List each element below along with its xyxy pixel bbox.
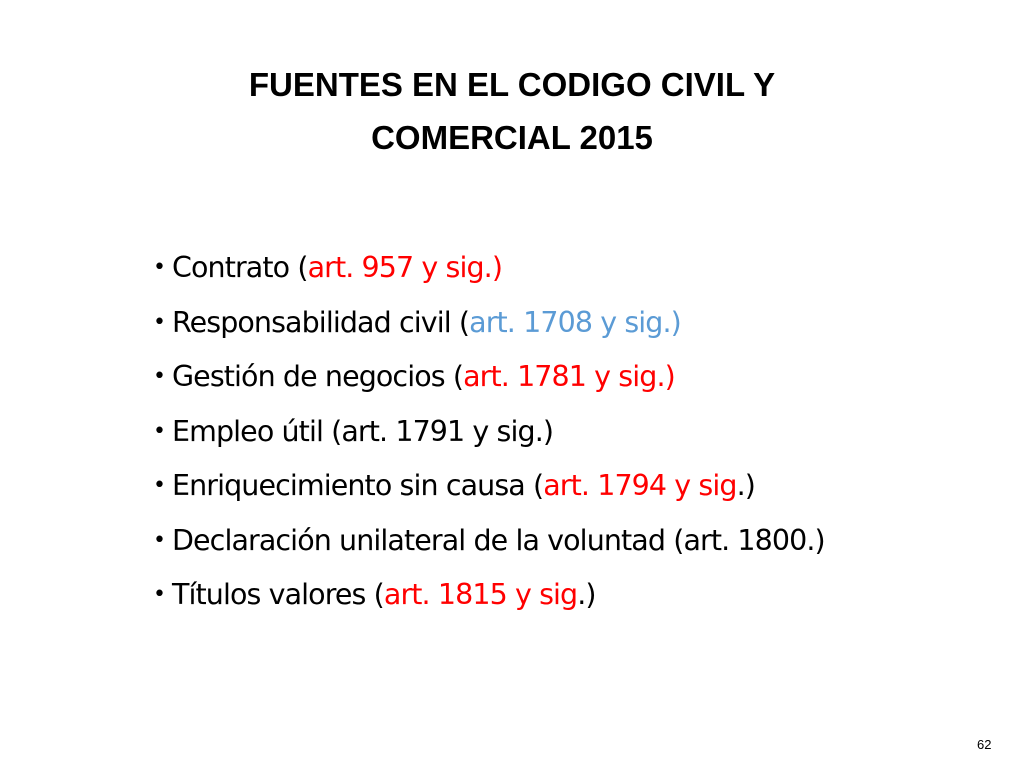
list-item-gestion-de-negocios: [150, 353, 825, 408]
item-paren-open: (: [524, 469, 544, 502]
item-label: Responsabilidad civil: [172, 305, 451, 339]
list-item-enriquecimiento-sin-causa: [150, 462, 825, 517]
item-article-ref: art. 1708 y sig.): [469, 305, 681, 339]
item-text: Empleo útil (art. 1791 y sig.): [172, 414, 554, 448]
bullet-icon: •: [153, 364, 166, 389]
bullet-list: [150, 244, 825, 626]
list-item-titulos-valores: [150, 571, 825, 626]
bullet-icon: •: [153, 418, 166, 444]
bullet-icon: •: [153, 582, 166, 607]
list-item-empleo-util: [150, 408, 825, 463]
item-paren-open: (: [444, 360, 464, 393]
item-paren-close: .): [736, 469, 755, 502]
list-item-declaracion-unilateral: [150, 517, 825, 572]
bullet-icon: •: [153, 527, 166, 553]
item-paren-close: .): [577, 578, 596, 611]
page-number: 62: [977, 737, 992, 752]
item-paren-open: (: [365, 578, 384, 611]
bullet-icon: •: [153, 309, 166, 335]
item-label: Títulos valores: [172, 578, 366, 611]
bullet-icon: •: [153, 473, 166, 498]
item-label: Gestión de negocios: [172, 360, 445, 393]
slide-title-line-1: FUENTES EN EL CODIGO CIVIL Y: [248, 66, 776, 103]
item-paren-open: (: [450, 305, 470, 339]
item-article-ref: art. 1794 y sig: [543, 469, 737, 502]
slide-title-line-2: COMERCIAL 2015: [371, 119, 653, 157]
item-article-ref: art. 1815 y sig: [383, 578, 578, 611]
item-text: Declaración unilateral de la voluntad (art. 1800.): [172, 523, 825, 557]
item-article-ref: art. 1781 y sig.): [463, 360, 675, 393]
item-label: Enriquecimiento sin causa: [172, 469, 525, 502]
list-item-responsabilidad-civil: [150, 299, 825, 354]
bullet-icon: •: [153, 255, 166, 280]
item-label: Contrato: [172, 251, 290, 284]
item-article-ref: art. 957 y sig.): [307, 251, 503, 284]
list-item-contrato: [150, 244, 825, 299]
item-paren-open: (: [289, 251, 308, 284]
slide-title: [112, 58, 912, 165]
